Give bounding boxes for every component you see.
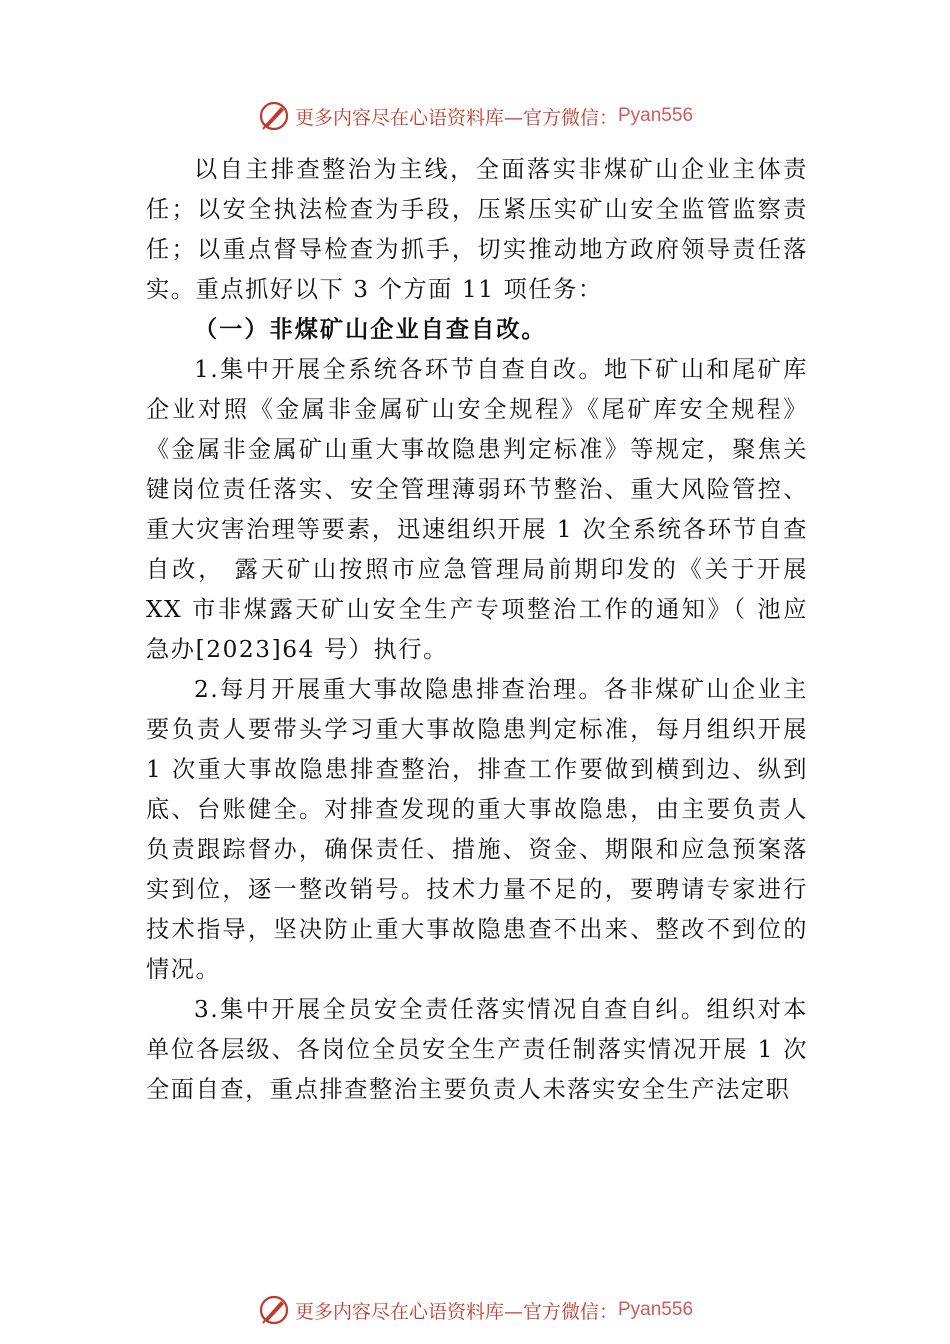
document-body (146, 150, 808, 1110)
paragraph-intro: 以自主排查整治为主线，全面落实非煤矿山企业主体责任；以安全执法检查为手段，压紧压实矿山安全监管监察责任；以重点督导检查为抓手，切实推动地方政府领导责任落实。重点抓好以下 3 个方面 11 项任务： (146, 156, 808, 303)
quill-logo-icon (257, 1293, 291, 1327)
banner-wechat-label: 官方微信： (522, 1300, 618, 1323)
quill-logo-icon (257, 99, 291, 133)
paragraph-item-2: 2.每月开展重大事故隐患排查治理。各非煤矿山企业主要负责人要带头学习重大事故隐患判定标准，每月组织开展 1 次重大事故隐患排查整治，排查工作要做到横到边、纵到底、台账健全。对排查发现的重大事故隐患，由主要负责人负责跟踪督办，确保责任、措施、资金、期限和应急预案落实到位，逐一整改销号。技术力量不足的，要聘请专家进行技术指导，坚决防止重大事故隐患查不出来、整改不到位的情况。 (146, 676, 808, 983)
footer-banner (0, 1290, 950, 1330)
paragraph-item-1: 1.集中开展全系统各环节自查自改。地下矿山和尾矿库企业对照《金属非金属矿山安全规程》《尾矿库安全规程》《金属非金属矿山重大事故隐患判定标准》等规定，聚焦关键岗位责任落实、安全管理薄弱环节整治、重大风险管控、重大灾害治理等要素，迅速组织开展 1 次全系统各环节自查自改， 露天矿山按照市应急管理局前期印发的《关于开展 XX 市非煤露天矿山安全生产专项整治工作的通知》（ 池应急办[2023]64 号）执行。 (146, 356, 808, 663)
banner-site-text: 更多内容尽在心语资料库— (294, 1300, 523, 1323)
header-banner (0, 96, 950, 136)
section-heading: （一）非煤矿山企业自查自改。 (194, 316, 547, 343)
banner-wechat-id: Pyan556 (618, 1299, 694, 1320)
banner-site-text: 更多内容尽在心语资料库— (294, 106, 523, 129)
banner-wechat-label: 官方微信： (522, 106, 618, 129)
banner-wechat-id: Pyan556 (618, 105, 694, 126)
paragraph-item-3: 3.集中开展全员安全责任落实情况自查自纠。组织对本单位各层级、各岗位全员安全生产责任制落实情况开展 1 次全面自查，重点排查整治主要负责人未落实安全生产法定职 (146, 996, 808, 1103)
